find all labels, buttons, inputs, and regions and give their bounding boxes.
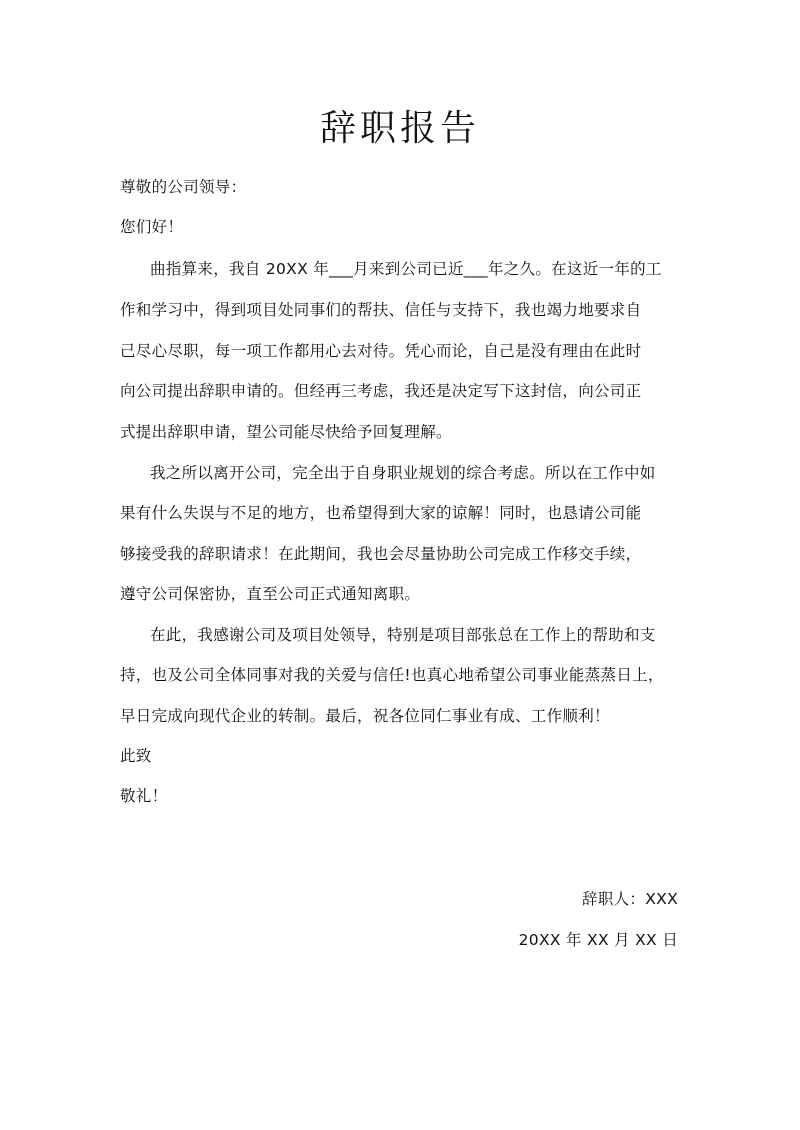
closing-regards: 此致 (120, 747, 152, 765)
paragraph-3-line-1: 在此，我感谢公司及项目处领导，特别是项目部张总在工作上的帮助和支 (150, 626, 656, 644)
signer: 辞职人：XXX (582, 890, 678, 908)
signature-date: 20XX 年 XX 月 XX 日 (518, 931, 678, 949)
paragraph-2-line-1: 我之所以离开公司，完全出于自身职业规划的综合考虑。所以在工作中如 (150, 464, 656, 482)
paragraph-1-line-1: 曲指算来，我自 20XX 年___月来到公司已近___年之久。在这近一年的工 (150, 260, 662, 278)
paragraph-3-line-3: 早日完成向现代企业的转制。最后，祝各位同仁事业有成、工作顺利！ (120, 707, 610, 725)
paragraph-1-line-5: 式提出辞职申请，望公司能尽快给予回复理解。 (120, 423, 452, 441)
document-title: 辞职报告 (319, 108, 480, 149)
paragraph-1-line-3: 己尽心尽职，每一项工作都用心去对待。凭心而论，自己是没有理由在此时 (120, 342, 642, 360)
paragraph-3-line-2: 持，也及公司全体同事对我的关爱与信任!也真心地希望公司事业能蒸蒸日上， (120, 666, 664, 684)
paragraph-2-line-2: 果有什么失误与不足的地方，也希望得到大家的谅解！同时，也恳请公司能 (120, 504, 642, 522)
greeting: 您们好！ (120, 218, 184, 236)
paragraph-1-line-4: 向公司提出辞职申请的。但经再三考虑，我还是决定写下这封信，向公司正 (120, 382, 642, 400)
salutation: 尊敬的公司领导： (120, 178, 247, 196)
paragraph-2-line-3: 够接受我的辞职请求！在此期间，我也会尽量协助公司完成工作移交手续， (120, 545, 642, 563)
closing-salute: 敬礼！ (120, 787, 168, 805)
paragraph-2-line-4: 遵守公司保密协，直至公司正式通知离职。 (120, 585, 421, 603)
paragraph-1-line-2: 作和学习中，得到项目处同事们的帮扶、信任与支持下，我也竭力地要求自 (120, 301, 642, 319)
